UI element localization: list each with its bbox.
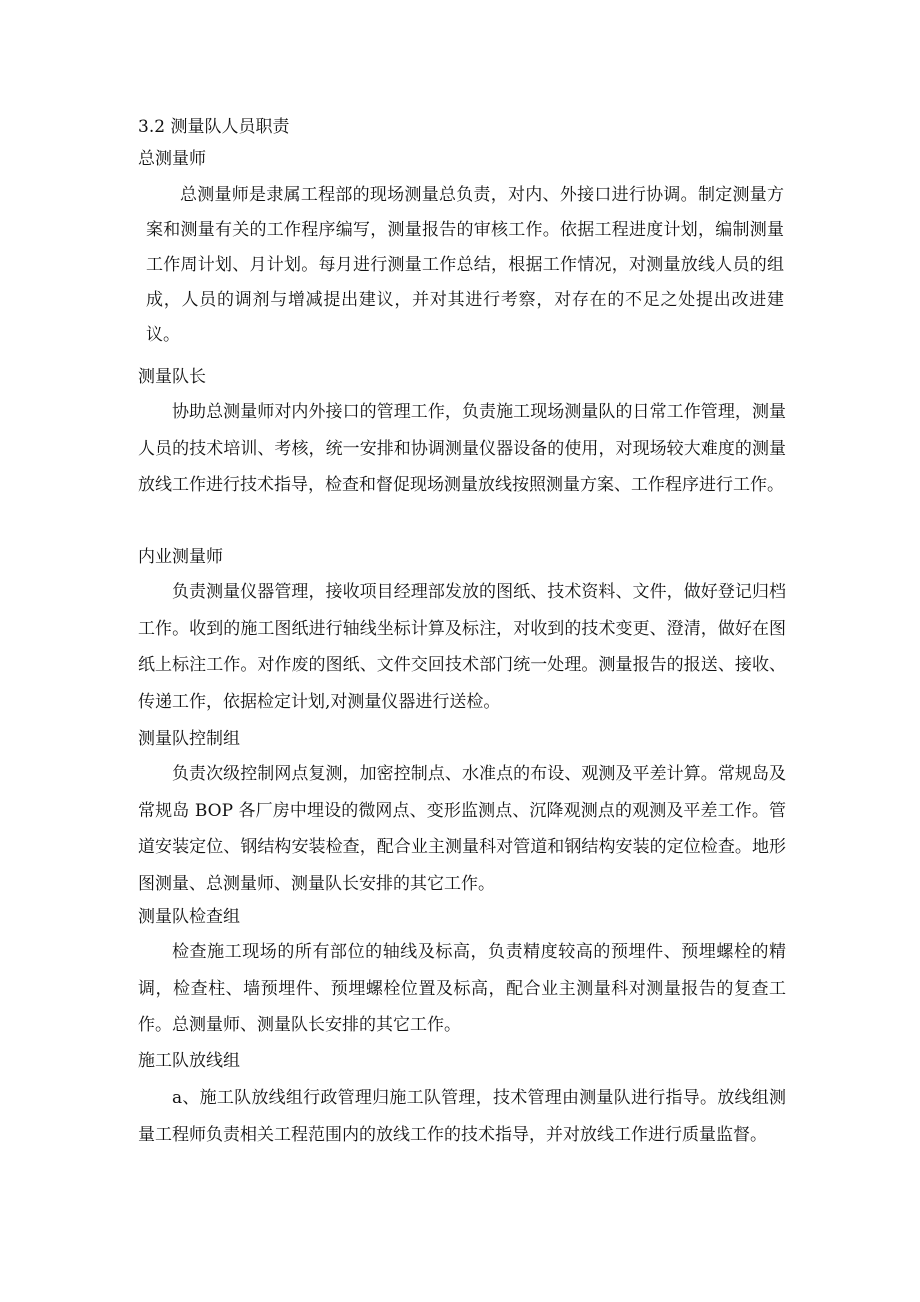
role-description-office-surveyor: 负责测量仪器管理，接收项目经理部发放的图纸、技术资料、文件，做好登记归档工作。收到的施工图纸进行轴线坐标计算及标注，对收到的技术变更、澄清，做好在图纸上标注工作。对作废的图纸、文件交回技术部门统一处理。测量报告的报送、接收、传递工作，依据检定计划,对测量仪器进行送检。: [138, 582, 786, 712]
role-description-team-leader: 协助总测量师对内外接口的管理工作，负责施工现场测量队的日常工作管理，测量人员的技术培训、考核，统一安排和协调测量仪器设备的使用，对现场较大难度的测量放线工作进行技术指导，检查和督促现场测量放线按照测量方案、工作程序进行工作。: [138, 402, 786, 496]
role-heading-chief-surveyor: 总测量师: [138, 149, 206, 169]
role-description-control-group: 负责次级控制网点复测，加密控制点、水准点的布设、观测及平差计算。常规岛及常规岛 BOP 各厂房中埋设的微网点、变形监测点、沉降观测点的观测及平差工作。管道安装定位、钢结构安装检查，配合业主测量科对管道和钢结构安装的定位检查。地形图测量、总测量师、测量队长安排的其它工作。: [138, 764, 786, 894]
section-title: 3.2 测量队人员职责: [138, 117, 290, 137]
role-heading-inspection-group: 测量队检查组: [138, 907, 240, 927]
role-heading-team-leader: 测量队长: [138, 367, 206, 387]
role-description-layout-group: a、施工队放线组行政管理归施工队管理，技术管理由测量队进行指导。放线组测量工程师负责相关工程范围内的放线工作的技术指导，并对放线工作进行质量监督。: [138, 1088, 786, 1145]
role-heading-layout-group: 施工队放线组: [138, 1051, 240, 1071]
role-description-chief-surveyor: 总测量师是隶属工程部的现场测量总负责，对内、外接口进行协调。制定测量方案和测量有关的工作程序编写，测量报告的审核工作。依据工程进度计划，编制测量工作周计划、月计划。每月进行测量工作总结，根据工作情况，对测量放线人员的组成，人员的调剂与增减提出建议，并对其进行考察，对存在的不足之处提出改进建议。: [146, 185, 784, 345]
role-heading-control-group: 测量队控制组: [138, 729, 240, 749]
role-description-inspection-group: 检查施工现场的所有部位的轴线及标高，负责精度较高的预埋件、预埋螺栓的精调，检查柱、墙预埋件、预埋螺栓位置及标高，配合业主测量科对测量报告的复查工作。总测量师、测量队长安排的其它工作。: [138, 942, 786, 1036]
role-heading-office-surveyor: 内业测量师: [138, 547, 223, 567]
